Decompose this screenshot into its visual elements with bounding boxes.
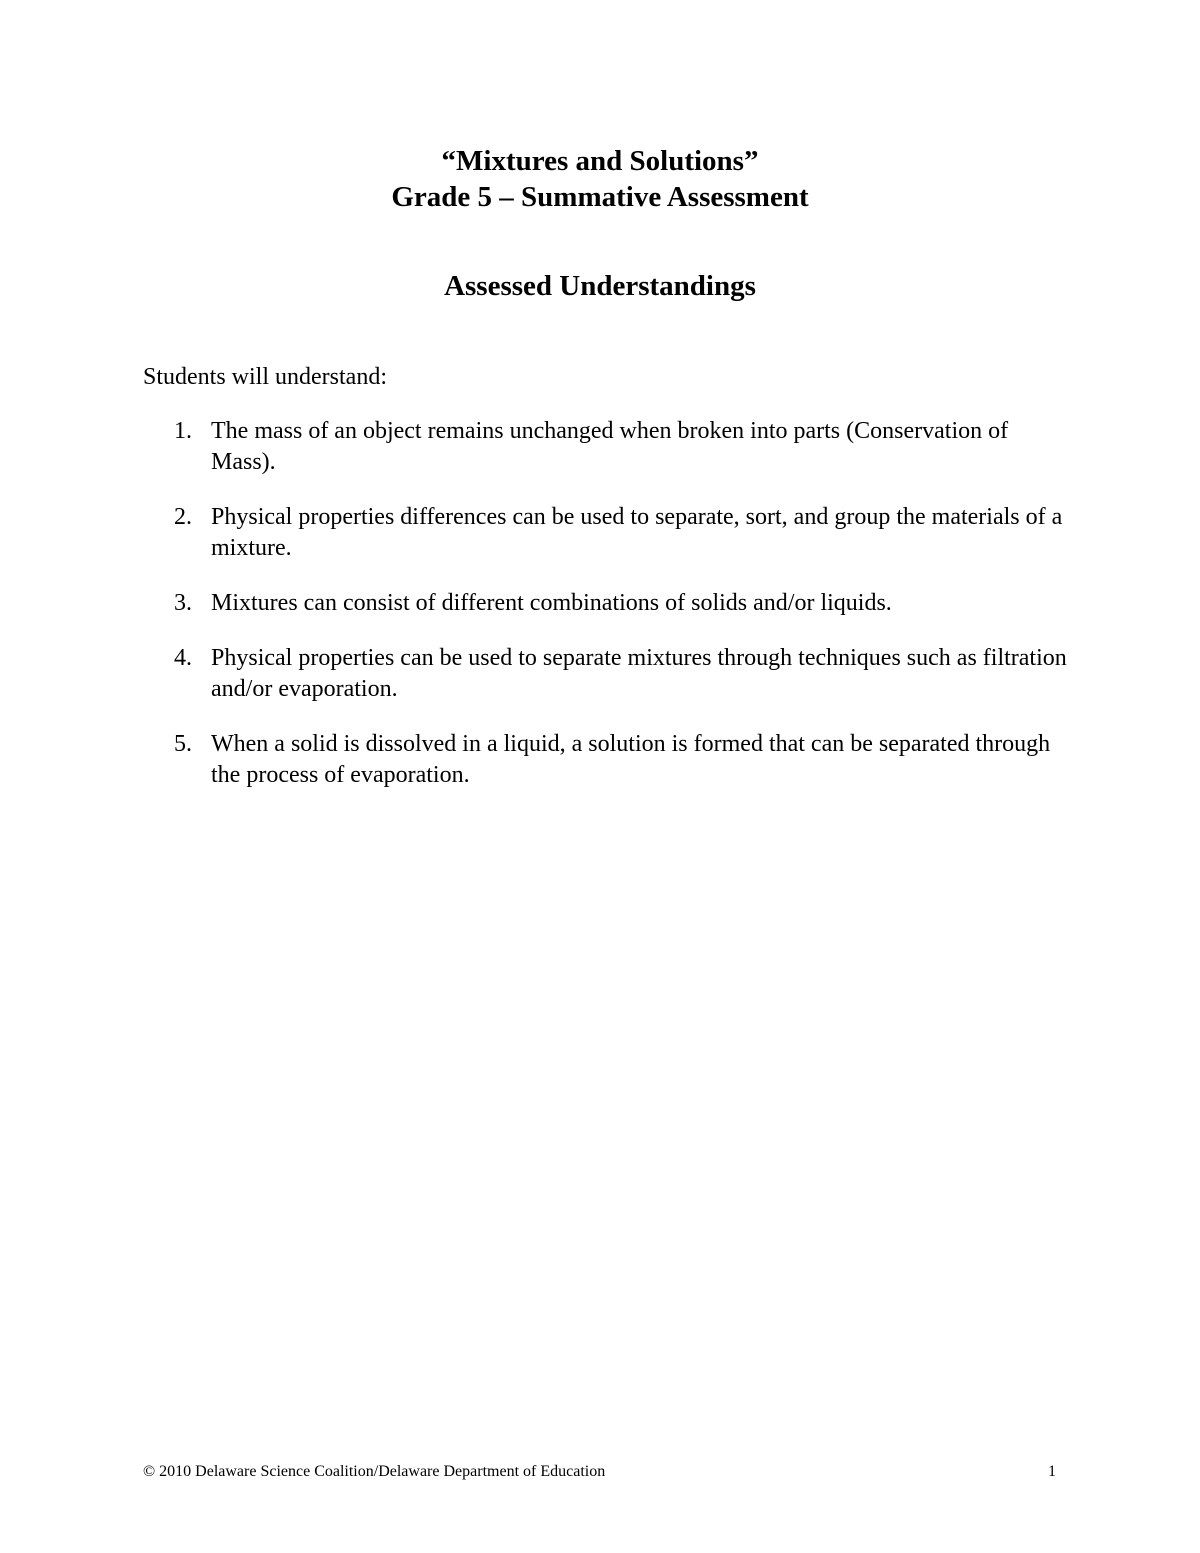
- list-item-number: 1.: [174, 418, 192, 444]
- list-item: [0, 643, 1071, 705]
- list-item-number: 2.: [174, 504, 192, 530]
- document-title: “Mixtures and Solutions”: [441, 145, 759, 177]
- list-item: [0, 729, 1071, 791]
- list-item-text: When a solid is dissolved in a liquid, a solution is formed that can be separated through the process of evaporation.: [211, 731, 1051, 788]
- list-item: [0, 588, 1071, 619]
- list-item-text: The mass of an object remains unchanged when broken into parts (Conservation of Mass).: [211, 418, 1009, 475]
- list-item: [0, 416, 1071, 478]
- section-heading: Assessed Understandings: [444, 270, 756, 302]
- title-block: [0, 143, 1200, 215]
- footer-copyright: © 2010 Delaware Science Coalition/Delaware Department of Education: [143, 1463, 606, 1480]
- list-item-number: 4.: [174, 645, 192, 671]
- list-item: [0, 502, 1071, 564]
- list-item-number: 3.: [174, 590, 192, 616]
- list-item-text: Mixtures can consist of different combinations of solids and/or liquids.: [211, 590, 892, 616]
- footer-page-number: 1: [1048, 1463, 1056, 1480]
- understandings-list: [0, 416, 1200, 815]
- list-item-text: Physical properties can be used to separate mixtures through techniques such as filtration and/or evaporation.: [211, 645, 1067, 702]
- intro-text: Students will understand:: [143, 364, 387, 390]
- list-item-number: 5.: [174, 731, 192, 757]
- list-item-text: Physical properties differences can be used to separate, sort, and group the materials of a mixture.: [211, 504, 1063, 561]
- document-subtitle: Grade 5 – Summative Assessment: [391, 181, 809, 213]
